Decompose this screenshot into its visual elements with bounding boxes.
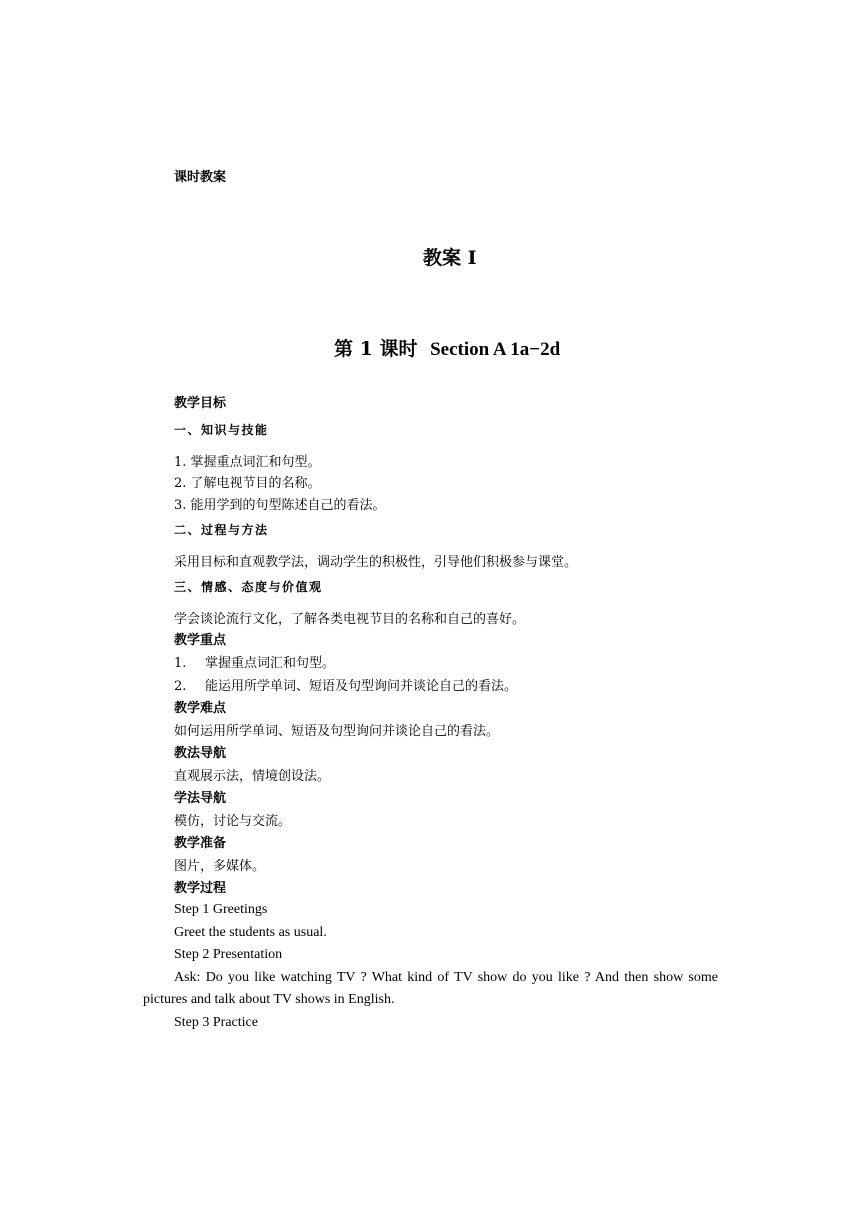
key-point-text: 能运用所学单词、短语及句型询问并谈论自己的看法。 — [205, 679, 518, 694]
step2-title: Step 2 Presentation — [174, 947, 283, 962]
lesson-title — [334, 334, 560, 361]
teaching-methods-heading: 教法导航 — [174, 746, 227, 761]
key-point-item — [174, 675, 517, 694]
learning-methods-text: 模仿，讨论与交流。 — [174, 814, 292, 829]
knowledge-heading: 一、知识与技能 — [174, 423, 269, 437]
difficulties-text: 如何运用所学单词、短语及句型询问并谈论自己的看法。 — [174, 724, 500, 739]
header-label: 课时教案 — [174, 170, 227, 185]
lesson-title-cn: 第 1 课时 — [334, 338, 418, 360]
knowledge-item: 2. 了解电视节目的名称。 — [174, 476, 321, 491]
procedure-heading: 教学过程 — [174, 881, 227, 896]
lesson-title-en: Section A 1a−2d — [430, 339, 561, 360]
preparation-heading: 教学准备 — [174, 836, 227, 851]
learning-methods-heading: 学法导航 — [174, 791, 227, 806]
key-point-item — [174, 652, 335, 671]
process-text: 采用目标和直观教学法，调动学生的积极性，引导他们积极参与课堂。 — [174, 555, 578, 570]
knowledge-item: 3. 能用学到的句型陈述自己的看法。 — [174, 498, 386, 513]
emotion-text: 学会谈论流行文化，了解各类电视节目的名称和自己的喜好。 — [174, 612, 526, 627]
step3-title: Step 3 Practice — [174, 1015, 258, 1030]
step2-text: Ask: Do you like watching TV ? What kind of TV show do you like ? And then show some pictures and talk about TV shows in English. — [143, 970, 718, 1007]
difficulties-heading: 教学难点 — [174, 701, 227, 716]
process-heading: 二、过程与方法 — [174, 523, 269, 537]
emotion-heading: 三、情感、态度与价值观 — [174, 580, 323, 594]
key-point-num: 1. — [174, 656, 187, 671]
preparation-text: 图片，多媒体。 — [174, 859, 266, 874]
objectives-heading: 教学目标 — [174, 396, 227, 411]
key-point-num: 2. — [174, 679, 187, 694]
plan-title: 教案 I — [423, 247, 477, 269]
key-points-heading: 教学重点 — [174, 633, 227, 648]
knowledge-item: 1. 掌握重点词汇和句型。 — [174, 455, 321, 470]
key-point-text: 掌握重点词汇和句型。 — [205, 656, 336, 671]
teaching-methods-text: 直观展示法，情境创设法。 — [174, 769, 331, 784]
step1-text: Greet the students as usual. — [174, 925, 327, 940]
step1-title: Step 1 Greetings — [174, 902, 268, 917]
